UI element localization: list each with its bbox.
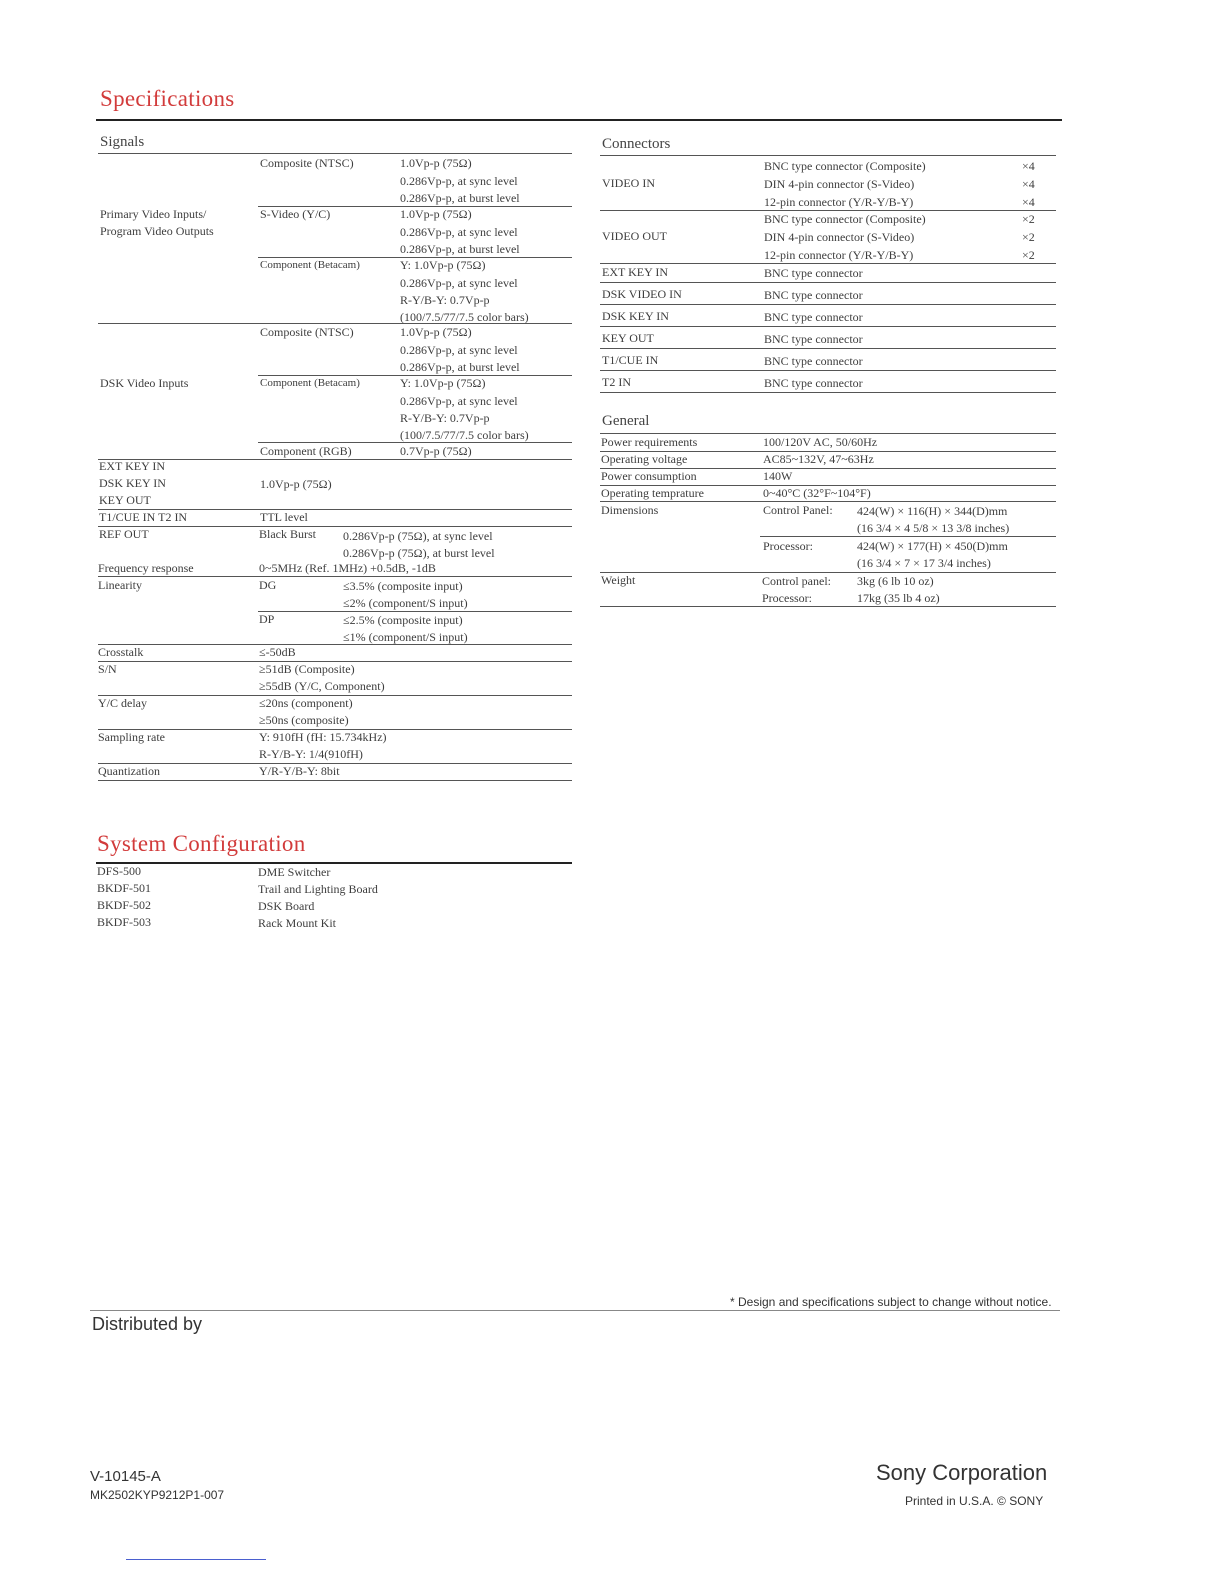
config-model: BKDF-503 xyxy=(97,915,152,929)
spec-value: 0.286Vp-p, at burst level xyxy=(400,191,520,205)
connector-value: BNC type connector xyxy=(764,288,863,302)
signals-heading: Signals xyxy=(100,134,145,150)
company-name: Sony Corporation xyxy=(876,1460,1048,1485)
sn-label: S/N xyxy=(98,662,117,676)
connector-label: T2 IN xyxy=(602,375,631,389)
title-rule xyxy=(96,119,1062,121)
frequency-value: 0~5MHz (Ref. 1MHz) +0.5dB, -1dB xyxy=(259,561,436,575)
general-label: Power requirements xyxy=(601,435,698,449)
signals-rule xyxy=(98,153,572,154)
row-rule xyxy=(760,536,1056,537)
dp-label: DP xyxy=(259,612,275,626)
sn-value: ≥55dB (Y/C, Component) xyxy=(259,679,385,693)
config-desc: Rack Mount Kit xyxy=(258,916,336,930)
distributed-by: Distributed by xyxy=(92,1314,203,1334)
key-label: DSK KEY IN xyxy=(99,476,166,490)
sampling-value: R-Y/B-Y: 1/4(910fH) xyxy=(259,747,363,761)
dg-value: ≤2% (component/S input) xyxy=(343,596,468,610)
ref-out-label: REF OUT xyxy=(99,527,149,541)
connector-value: BNC type connector xyxy=(764,376,863,390)
section-rule xyxy=(98,780,572,781)
sampling-value: Y: 910fH (fH: 15.734kHz) xyxy=(259,730,387,744)
connector-qty: ×2 xyxy=(1022,248,1035,262)
spec-value: 0.7Vp-p (75Ω) xyxy=(400,444,472,458)
config-desc: DSK Board xyxy=(258,899,315,913)
connector-value: BNC type connector xyxy=(764,266,863,280)
spec-value: 0.286Vp-p, at sync level xyxy=(400,394,518,408)
spec-value: 1.0Vp-p (75Ω) xyxy=(400,156,472,170)
general-label: Operating temprature xyxy=(601,486,704,500)
frequency-label: Frequency response xyxy=(98,561,194,575)
section-rule xyxy=(600,370,1056,371)
section-rule xyxy=(600,348,1056,349)
connector-label: T1/CUE IN xyxy=(602,353,659,367)
general-value: AC85~132V, 47~63Hz xyxy=(763,452,874,466)
spec-value: 1.0Vp-p (75Ω) xyxy=(400,207,472,221)
connector-value: BNC type connector xyxy=(764,310,863,324)
dg-label: DG xyxy=(259,578,277,592)
section-rule xyxy=(98,526,572,527)
system-configuration-title: System Configuration xyxy=(97,831,306,856)
dimensions-control-label: Control Panel: xyxy=(763,503,833,517)
printed-in: Printed in U.S.A. © SONY xyxy=(905,1494,1044,1508)
spec-value: 0.286Vp-p, at burst level xyxy=(400,242,520,256)
sn-value: ≥51dB (Composite) xyxy=(259,662,355,676)
connector-label: DSK KEY IN xyxy=(602,309,669,323)
dimensions-processor-label: Processor: xyxy=(763,539,813,553)
dp-value: ≤1% (component/S input) xyxy=(343,630,468,644)
weight-processor-label: Processor: xyxy=(762,591,812,605)
connector-item: 12-pin connector (Y/R-Y/B-Y) xyxy=(764,248,914,262)
general-value: 0~40°C (32°F~104°F) xyxy=(763,486,871,500)
connector-qty: ×2 xyxy=(1022,230,1035,244)
connector-value: BNC type connector xyxy=(764,354,863,368)
dsk-label: DSK Video Inputs xyxy=(100,376,189,390)
spec-value: 0.286Vp-p, at burst level xyxy=(400,360,520,374)
connector-qty: ×4 xyxy=(1022,177,1035,191)
crosstalk-value: ≤-50dB xyxy=(259,645,296,659)
section-rule xyxy=(600,606,1056,607)
config-model: BKDF-501 xyxy=(97,881,152,895)
general-value: 140W xyxy=(763,469,793,483)
dg-value: ≤3.5% (composite input) xyxy=(343,579,463,593)
general-label: Power consumption xyxy=(601,469,697,483)
yc-delay-value: ≤20ns (component) xyxy=(259,696,353,710)
weight-label: Weight xyxy=(601,573,636,587)
key-label: KEY OUT xyxy=(99,493,151,507)
spec-value: R-Y/B-Y: 0.7Vp-p xyxy=(400,293,490,307)
yc-delay-label: Y/C delay xyxy=(98,696,147,710)
connector-item: BNC type connector (Composite) xyxy=(764,159,926,173)
spec-value: Y: 1.0Vp-p (75Ω) xyxy=(400,258,486,272)
section-rule xyxy=(600,326,1056,327)
yc-delay-value: ≥50ns (composite) xyxy=(259,713,349,727)
sampling-label: Sampling rate xyxy=(98,730,165,744)
spec-type: Composite (NTSC) xyxy=(260,156,354,170)
connector-item: DIN 4-pin connector (S-Video) xyxy=(764,230,915,244)
spec-value: 0.286Vp-p, at sync level xyxy=(400,225,518,239)
spec-type: S-Video (Y/C) xyxy=(260,207,331,221)
connector-label: EXT KEY IN xyxy=(602,265,668,279)
connector-value: BNC type connector xyxy=(764,332,863,346)
video-in-label: VIDEO IN xyxy=(602,176,655,190)
connector-label: DSK VIDEO IN xyxy=(602,287,682,301)
video-out-label: VIDEO OUT xyxy=(602,229,667,243)
dimensions-processor-value: (16 3/4 × 7 × 17 3/4 inches) xyxy=(857,556,991,570)
spec-type: Component (RGB) xyxy=(260,444,352,458)
linearity-label: Linearity xyxy=(98,578,142,592)
connector-item: DIN 4-pin connector (S-Video) xyxy=(764,177,915,191)
connector-qty: ×4 xyxy=(1022,159,1035,173)
ref-out-value: 0.286Vp-p (75Ω), at burst level xyxy=(343,546,495,560)
spec-value: 0.286Vp-p, at sync level xyxy=(400,276,518,290)
spec-value: 1.0Vp-p (75Ω) xyxy=(400,325,472,339)
footer-rule xyxy=(90,1310,1060,1311)
t1-cue-value: TTL level xyxy=(260,510,308,524)
specifications-title: Specifications xyxy=(100,86,235,111)
general-label: Operating voltage xyxy=(601,452,688,466)
section-rule xyxy=(98,644,572,645)
section-rule xyxy=(600,282,1056,283)
dimensions-processor-value: 424(W) × 177(H) × 450(D)mm xyxy=(857,539,1008,553)
primary-label: Program Video Outputs xyxy=(100,224,214,238)
connector-item: 12-pin connector (Y/R-Y/B-Y) xyxy=(764,195,914,209)
section-rule xyxy=(98,576,572,577)
change-notice: * Design and specifications subject to change without notice. xyxy=(730,1295,1052,1309)
dimensions-label: Dimensions xyxy=(601,503,659,517)
spec-type: Component (Betacam) xyxy=(260,259,360,271)
primary-label: Primary Video Inputs/ xyxy=(100,207,207,221)
ref-out-value: 0.286Vp-p (75Ω), at sync level xyxy=(343,529,493,543)
mk-code: MK2502KYP9212P1-007 xyxy=(90,1488,225,1502)
config-model: DFS-500 xyxy=(97,864,142,878)
spec-value: 0.286Vp-p, at sync level xyxy=(400,343,518,357)
spec-value: R-Y/B-Y: 0.7Vp-p xyxy=(400,411,490,425)
config-model: BKDF-502 xyxy=(97,898,152,912)
spec-type: Component (Betacam) xyxy=(260,377,360,389)
general-value: 100/120V AC, 50/60Hz xyxy=(763,435,878,449)
weight-control-label: Control panel: xyxy=(762,574,831,588)
system-config-rule xyxy=(96,862,572,864)
general-heading: General xyxy=(602,413,650,429)
connectors-rule xyxy=(600,155,1056,156)
quantization-value: Y/R-Y/B-Y: 8bit xyxy=(259,764,340,778)
bottom-mark xyxy=(126,1559,266,1560)
config-desc: Trail and Lighting Board xyxy=(258,882,378,896)
connector-label: KEY OUT xyxy=(602,331,654,345)
quantization-label: Quantization xyxy=(98,764,160,778)
connectors-heading: Connectors xyxy=(602,136,671,152)
key-label: EXT KEY IN xyxy=(99,459,165,473)
dimensions-control-value: (16 3/4 × 4 5/8 × 13 3/8 inches) xyxy=(857,521,1010,535)
spec-value: Y: 1.0Vp-p (75Ω) xyxy=(400,376,486,390)
spec-value: (100/7.5/77/7.5 color bars) xyxy=(400,428,529,442)
spec-value: (100/7.5/77/7.5 color bars) xyxy=(400,310,529,324)
catalog-code: V-10145-A xyxy=(90,1468,161,1485)
crosstalk-label: Crosstalk xyxy=(98,645,144,659)
weight-control-value: 3kg (6 lb 10 oz) xyxy=(857,574,934,588)
section-rule xyxy=(600,263,1056,264)
ref-out-type: Black Burst xyxy=(259,527,316,541)
section-rule xyxy=(600,304,1056,305)
weight-processor-value: 17kg (35 lb 4 oz) xyxy=(857,591,940,605)
dimensions-control-value: 424(W) × 116(H) × 344(D)mm xyxy=(857,504,1008,518)
section-rule xyxy=(600,392,1056,393)
spec-type: Composite (NTSC) xyxy=(260,325,354,339)
connector-qty: ×2 xyxy=(1022,212,1035,226)
connector-qty: ×4 xyxy=(1022,195,1035,209)
spec-value: 0.286Vp-p, at sync level xyxy=(400,174,518,188)
config-desc: DME Switcher xyxy=(258,865,331,879)
t1-cue-label: T1/CUE IN T2 IN xyxy=(99,510,188,524)
section-rule xyxy=(98,459,572,460)
connector-item: BNC type connector (Composite) xyxy=(764,212,926,226)
key-value: 1.0Vp-p (75Ω) xyxy=(260,477,332,491)
dp-value: ≤2.5% (composite input) xyxy=(343,613,463,627)
